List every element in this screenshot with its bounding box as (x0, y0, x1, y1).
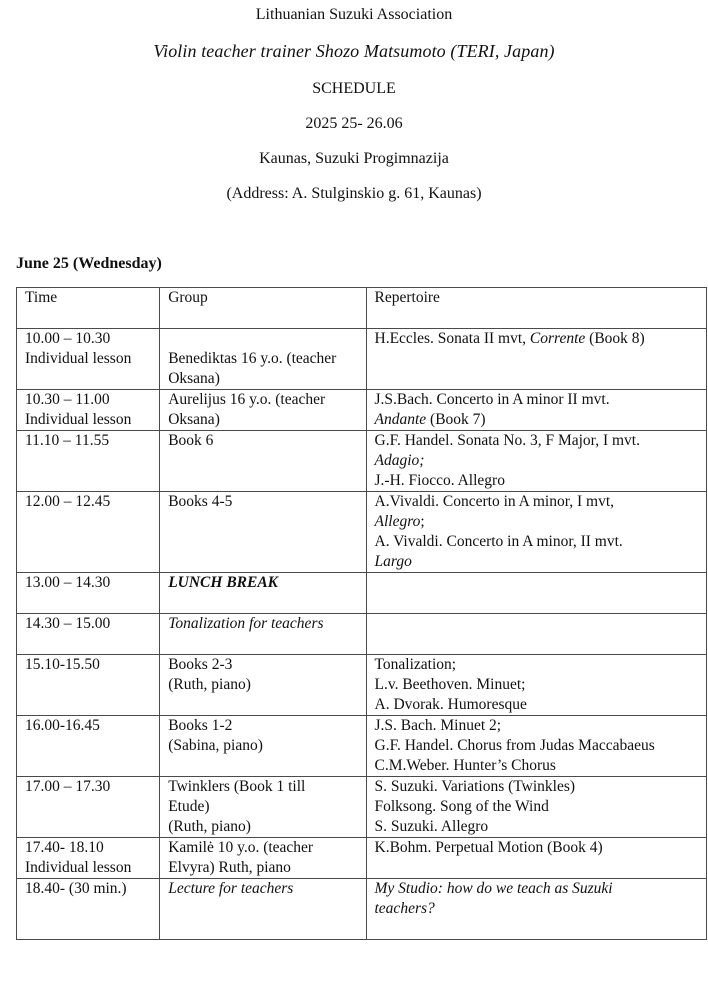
table-row (17, 614, 707, 655)
repertoire-text: teachers? (374, 900, 435, 917)
table-row (17, 431, 707, 492)
header-repertoire: Repertoire (366, 288, 707, 329)
group-text: Aurelijus 16 y.o. (teacher (168, 391, 326, 408)
repertoire-text: S. Suzuki. Variations (Twinkles) (374, 778, 576, 795)
repertoire-cell (366, 777, 707, 838)
repertoire-text: J.S. Bach. Minuet 2; (374, 717, 502, 734)
time-cell (17, 390, 160, 431)
table-row (17, 879, 707, 940)
group-text: Tonalization for teachers (168, 615, 324, 632)
group-text (168, 329, 361, 349)
repertoire-text: G.F. Handel. Sonata No. 3, F Major, I mvt. (374, 432, 640, 449)
schedule-heading: SCHEDULE (312, 80, 396, 97)
repertoire-tempo: Allegro (374, 513, 421, 530)
table-row (17, 777, 707, 838)
time-cell (17, 431, 160, 492)
repertoire-line (375, 695, 703, 715)
group-text: Books 2-3 (168, 656, 233, 673)
repertoire-cell (366, 879, 707, 940)
schedule-location: Kaunas, Suzuki Progimnazija (259, 150, 449, 167)
group-text: Book 6 (168, 432, 214, 449)
day-title: June 25 (Wednesday) (16, 255, 162, 272)
repertoire-cell (366, 492, 707, 573)
group-text: (Sabina, piano) (168, 737, 263, 754)
repertoire-cell (366, 431, 707, 492)
header-group: Group (160, 288, 366, 329)
repertoire-text: Folksong. Song of the Wind (374, 798, 549, 815)
repertoire-text: Tonalization; (374, 656, 457, 673)
table-row (17, 838, 707, 879)
group-cell (160, 655, 366, 716)
repertoire-cell (366, 614, 707, 655)
schedule-address: (Address: A. Stulginskio g. 61, Kaunas) (226, 185, 482, 202)
time-text: 12.00 – 12.45 (25, 493, 111, 510)
table-row (17, 329, 707, 390)
group-text: Kamilė 10 y.o. (teacher (168, 839, 314, 856)
group-text: Twinklers (Book 1 till (168, 778, 306, 795)
trainer-line: Violin teacher trainer Shozo Matsumoto (TERI, Japan) (153, 41, 555, 61)
time-text: Individual lesson (25, 350, 132, 367)
repertoire-line (375, 817, 703, 837)
time-text: 11.10 – 11.55 (25, 432, 110, 449)
time-cell (17, 329, 160, 390)
table-row (17, 573, 707, 614)
repertoire-tempo: Andante (374, 411, 427, 428)
time-text: 17.00 – 17.30 (25, 778, 111, 795)
repertoire-text: A.Vivaldi. Concerto in A minor, I mvt, (374, 493, 615, 510)
time-text: Individual lesson (25, 411, 132, 428)
time-text: 10.30 – 11.00 (25, 391, 110, 408)
repertoire-text: G.F. Handel. Chorus from Judas Maccabaeus (374, 737, 655, 754)
group-cell (160, 431, 366, 492)
group-cell (160, 390, 366, 431)
time-cell (17, 492, 160, 573)
organization-name: Lithuanian Suzuki Association (255, 6, 453, 23)
time-text: 13.00 – 14.30 (25, 574, 111, 591)
repertoire-text: A. Dvorak. Humoresque (374, 696, 527, 713)
group-text: LUNCH BREAK (168, 574, 279, 591)
repertoire-cell (366, 838, 707, 879)
repertoire-line (375, 532, 703, 552)
repertoire-line (375, 736, 703, 756)
repertoire-line (375, 390, 703, 410)
header-time: Time (17, 288, 160, 329)
repertoire-text: L.v. Beethoven. Minuet; (374, 676, 526, 693)
group-text: Oksana) (168, 411, 220, 428)
repertoire-line (375, 655, 703, 675)
repertoire-text: A. Vivaldi. Concerto in A minor, II mvt. (374, 533, 623, 550)
repertoire-line (375, 512, 703, 532)
repertoire-tempo: Corrente (529, 330, 586, 347)
time-cell (17, 777, 160, 838)
group-text: Oksana) (168, 370, 220, 387)
repertoire-line (375, 471, 703, 491)
time-cell (17, 838, 160, 879)
repertoire-cell (366, 716, 707, 777)
time-text: Individual lesson (25, 859, 132, 876)
time-text: 18.40- (30 min.) (25, 880, 127, 897)
group-cell (160, 716, 366, 777)
group-text: Books 4-5 (168, 493, 233, 510)
group-cell (160, 879, 366, 940)
table-row (17, 655, 707, 716)
time-cell (17, 655, 160, 716)
time-text: 10.00 – 10.30 (25, 330, 111, 347)
repertoire-text: H.Eccles. Sonata II mvt, (374, 330, 530, 347)
group-text: (Ruth, piano) (168, 676, 251, 693)
time-text: 16.00-16.45 (25, 717, 100, 734)
repertoire-tempo: Adagio; (374, 452, 425, 469)
repertoire-cell (366, 390, 707, 431)
repertoire-line (375, 756, 703, 776)
group-text: Lecture for teachers (168, 880, 294, 897)
repertoire-cell (366, 329, 707, 390)
repertoire-line (375, 552, 703, 572)
repertoire-line (375, 492, 703, 512)
repertoire-text: S. Suzuki. Allegro (374, 818, 489, 835)
repertoire-line (375, 777, 703, 797)
group-text: Benediktas 16 y.o. (teacher (168, 350, 337, 367)
repertoire-line (375, 410, 703, 430)
group-cell (160, 614, 366, 655)
repertoire-tempo: Largo (374, 553, 412, 570)
time-text: 14.30 – 15.00 (25, 615, 111, 632)
group-cell (160, 329, 366, 390)
group-text: Elvyra) Ruth, piano (168, 859, 291, 876)
group-cell (160, 573, 366, 614)
repertoire-cell (366, 573, 707, 614)
repertoire-text: K.Bohm. Perpetual Motion (Book 4) (374, 839, 603, 856)
repertoire-line (375, 675, 703, 695)
time-text: 17.40- 18.10 (25, 839, 104, 856)
table-header-row (17, 288, 707, 329)
repertoire-text: My Studio: how do we teach as Suzuki (374, 880, 613, 897)
repertoire-line (375, 329, 703, 349)
time-cell (17, 716, 160, 777)
repertoire-line (375, 838, 703, 858)
time-cell (17, 879, 160, 940)
repertoire-text: J.S.Bach. Concerto in A minor II mvt. (374, 391, 610, 408)
schedule-dates: 2025 25- 26.06 (305, 115, 403, 132)
time-cell (17, 573, 160, 614)
repertoire-text: (Book 8) (585, 330, 645, 347)
table-row (17, 390, 707, 431)
repertoire-line (375, 797, 703, 817)
repertoire-line (375, 451, 703, 471)
repertoire-text: J.-H. Fiocco. Allegro (374, 472, 505, 489)
repertoire-line (375, 431, 703, 451)
table-row (17, 492, 707, 573)
repertoire-text: (Book 7) (426, 411, 486, 428)
group-text: Books 1-2 (168, 717, 233, 734)
time-cell (17, 614, 160, 655)
group-cell (160, 838, 366, 879)
group-cell (160, 492, 366, 573)
time-text: 15.10-15.50 (25, 656, 100, 673)
schedule-table-body (17, 329, 707, 940)
repertoire-text: ; (420, 513, 425, 530)
table-row (17, 716, 707, 777)
schedule-table (16, 287, 707, 940)
repertoire-cell (366, 655, 707, 716)
repertoire-line (375, 716, 703, 736)
repertoire-text: C.M.Weber. Hunter’s Chorus (374, 757, 556, 774)
group-cell (160, 777, 366, 838)
group-text: (Ruth, piano) (168, 818, 251, 835)
group-text: Etude) (168, 798, 210, 815)
